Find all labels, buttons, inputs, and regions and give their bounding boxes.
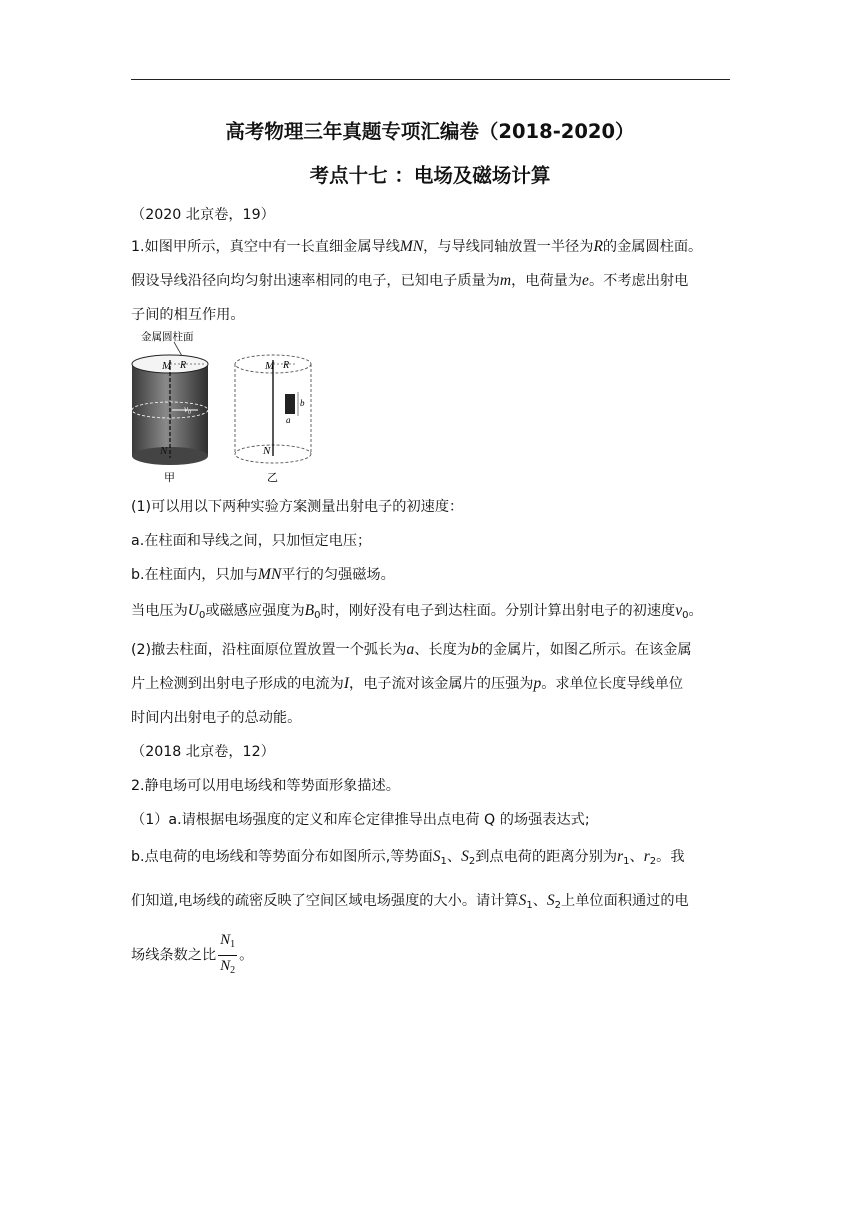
cylinder-label: 金属圆柱面	[141, 331, 194, 343]
q1-option-b: b.在柱面内，只加与MN平行的匀强磁场。	[131, 566, 395, 583]
q1-intro-line2: 假设导线沿径向均匀射出速率相同的电子，已知电子质量为m，电荷量为e。不考虑出射电	[131, 272, 689, 289]
header-rule	[131, 79, 730, 80]
q1-condition: 当电压为$U_0$或磁感应强度为$B_0$时，刚好没有电子到达柱面。分别计算出射电子的初速度$v_0$。	[131, 602, 703, 621]
label-a: a	[286, 415, 291, 425]
q2-intro: 2.静电场可以用电场线和等势面形象描述。	[131, 778, 400, 794]
label-b: b	[300, 398, 305, 408]
q1-part2-line1: (2)撤去柱面，沿柱面原位置放置一个弧长为a、长度为b的金属片，如图乙所示。在该金属	[131, 641, 692, 658]
label-R: R	[180, 360, 187, 371]
q1-intro-line1: 1.如图甲所示，真空中有一长直细金属导线MN，与导线同轴放置一半径为R的金属圆柱面。	[131, 238, 703, 255]
q1-figure	[126, 326, 336, 486]
q2-b-line1: b.点电荷的电场线和等势面分布如图所示,等势面$S_1$、$S_2$到点电荷的距离分别为$r_1$、$r_2$。我	[131, 848, 685, 867]
ratio-fraction: $\frac{N_1}{N_2}$	[220, 932, 236, 976]
label-R2: R	[283, 360, 290, 371]
q1-part1: (1)可以用以下两种实验方案测量出射电子的初速度：	[131, 499, 464, 515]
label-M: M	[162, 360, 172, 372]
caption-jia: 甲	[164, 471, 175, 484]
q1-option-a: a.在柱面和导线之间，只加恒定电压；	[131, 533, 372, 549]
label-M2: M	[265, 360, 275, 372]
q2-part1: （1）a.请根据电场强度的定义和库仑定律推导出点电荷 Q 的场强表达式;	[131, 812, 590, 828]
label-N2: N	[263, 445, 271, 457]
q2-source: （2018 北京卷，12）	[131, 744, 275, 760]
metal-plate	[285, 394, 295, 414]
q1-part2-line3: 时间内出射电子的总动能。	[131, 710, 302, 726]
label-v0: v₀	[184, 404, 192, 414]
q1-intro-line3: 子间的相互作用。	[131, 307, 245, 323]
q1-part2-line2: 片上检测到出射电子形成的电流为I，电子流对该金属片的压强为p。求单位长度导线单位	[131, 675, 684, 692]
q1-source: （2020 北京卷，19）	[131, 207, 275, 223]
caption-yi: 乙	[267, 471, 278, 484]
label-N: N	[160, 445, 168, 457]
page-subtitle: 考点十七 ：电场及磁场计算	[309, 164, 551, 187]
page-title: 高考物理三年真题专项汇编卷（2018-2020）	[225, 120, 635, 143]
q2-b-line2: 们知道,电场线的疏密反映了空间区域电场强度的大小。请计算$S_1$、$S_2$上单位面积通过的电	[131, 892, 689, 911]
q2-b-line3: 场线条数之比 $\frac{N_1}{N_2}$ 。	[131, 930, 731, 981]
